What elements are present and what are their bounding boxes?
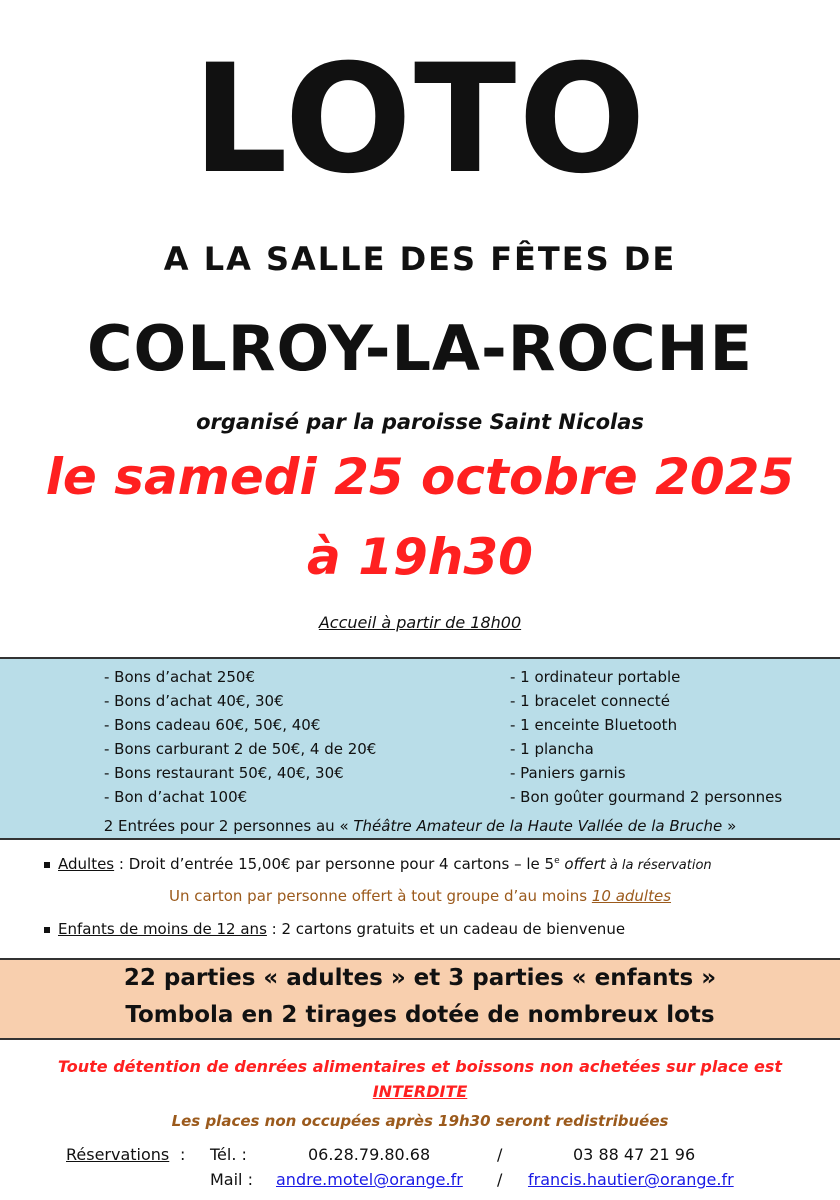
warning-emphasis: INTERDITE: [372, 1082, 468, 1101]
theatre-suffix: »: [722, 817, 737, 835]
email-link-2[interactable]: francis.hautier@orange.fr: [528, 1170, 734, 1189]
redistribution-notice: Les places non occupées après 19h30 seront redistribuées: [171, 1112, 669, 1130]
phone-1: 06.28.79.80.68: [308, 1145, 431, 1164]
adults-offered: offert: [559, 855, 606, 873]
theatre-prefix: 2 Entrées pour 2 personnes au «: [103, 817, 354, 835]
event-date: le samedi 25 octobre 2025: [45, 448, 795, 506]
adults-label: Adultes: [58, 855, 115, 873]
prizes-right-list: [510, 665, 782, 809]
adults-rule: [44, 855, 712, 873]
reservations-colon: :: [180, 1145, 186, 1164]
adults-text: : Droit d’entrée 15,00€ par personne pour 4 cartons – le 5: [114, 855, 555, 873]
list-item: - Paniers garnis: [510, 764, 626, 782]
reservations-label: Réservations: [66, 1145, 170, 1164]
bullet-icon: [44, 927, 50, 933]
email-separator: /: [497, 1170, 503, 1189]
children-text: : 2 cartons gratuits et un cadeau de bienvenue: [266, 920, 626, 938]
games-banner: [0, 958, 840, 1040]
phone-2: 03 88 47 21 96: [573, 1145, 696, 1164]
prizes-panel: [0, 657, 840, 840]
group-offer-text: Un carton par personne offert à tout groupe d’au moins: [168, 887, 592, 905]
list-item: - 1 enceinte Bluetooth: [510, 716, 678, 734]
email-link-1[interactable]: andre.motel@orange.fr: [276, 1170, 463, 1189]
adults-sup: e: [554, 856, 560, 866]
children-label: Enfants de moins de 12 ans: [58, 920, 267, 938]
list-item: - 1 bracelet connecté: [510, 692, 670, 710]
group-offer: [0, 887, 840, 905]
list-item: - Bons d’achat 40€, 30€: [104, 692, 284, 710]
venue-subtitle: A LA SALLE DES FÊTES DE: [163, 240, 677, 278]
warning-text: Toute détention de denrées alimentaires et boissons non achetées sur place est: [57, 1057, 783, 1076]
event-time: à 19h30: [307, 528, 533, 586]
phone-separator: /: [497, 1145, 503, 1164]
group-offer-count: 10 adultes: [591, 887, 672, 905]
children-rule: [44, 920, 625, 938]
bullet-icon: [44, 862, 50, 868]
theatre-prize: [0, 817, 840, 835]
list-item: - Bons restaurant 50€, 40€, 30€: [104, 764, 344, 782]
tombola-line: Tombola en 2 tirages dotée de nombreux lots: [125, 1002, 715, 1028]
prizes-left-list: [104, 665, 376, 809]
list-item: - Bon goûter gourmand 2 personnes: [510, 788, 783, 806]
village-name: COLROY-LA-ROCHE: [87, 312, 753, 385]
list-item: - Bon d’achat 100€: [104, 788, 248, 806]
list-item: - 1 plancha: [510, 740, 594, 758]
list-item: - Bons cadeau 60€, 50€, 40€: [104, 716, 321, 734]
food-warning: [0, 1054, 840, 1104]
organizer-line: organisé par la paroisse Saint Nicolas: [196, 410, 644, 434]
list-item: - Bons d’achat 250€: [104, 668, 255, 686]
list-item: - 1 ordinateur portable: [510, 668, 681, 686]
theatre-name: Théâtre Amateur de la Haute Vallée de la Bruche: [353, 817, 723, 835]
tel-label: Tél. :: [210, 1145, 247, 1164]
poster-title: LOTO: [192, 33, 648, 207]
list-item: - Bons carburant 2 de 50€, 4 de 20€: [104, 740, 377, 758]
welcome-text: Accueil à partir de 18h00: [318, 613, 522, 632]
welcome-time: [0, 613, 840, 632]
mail-label: Mail :: [210, 1170, 253, 1189]
games-line: 22 parties « adultes » et 3 parties « enfants »: [123, 965, 717, 991]
adults-reservation: à la réservation: [605, 858, 712, 873]
